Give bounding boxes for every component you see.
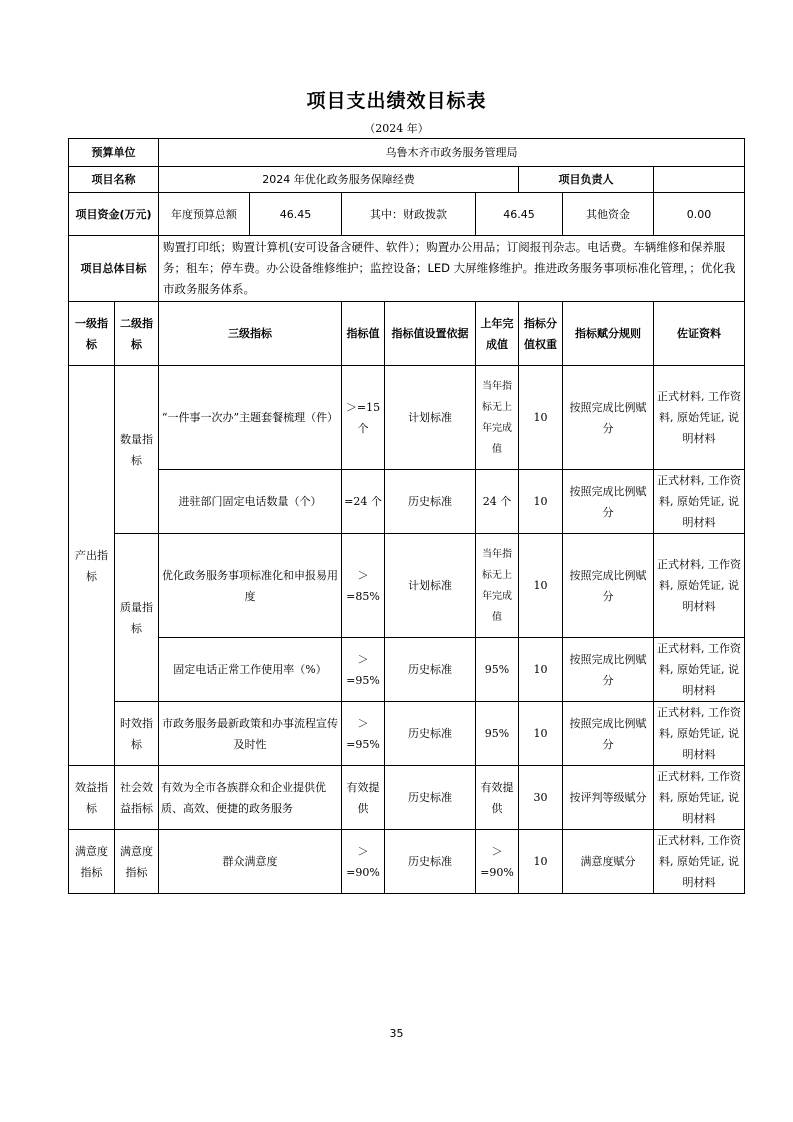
project-leader-label: 项目负责人	[519, 167, 654, 193]
table-row	[69, 766, 745, 830]
group-satisfaction-sub: 满意度指标	[115, 830, 159, 894]
indicator-basis: 历史标准	[385, 638, 476, 702]
annual-budget-label: 年度预算总额	[159, 193, 250, 236]
indicator-last-year: 当年指标无上年完成值	[476, 534, 519, 638]
goal-row	[69, 236, 745, 302]
project-name-row	[69, 167, 745, 193]
group-output: 产出指标	[69, 366, 115, 766]
indicator-rule: 按照完成比例赋分	[563, 638, 654, 702]
table-row	[69, 534, 745, 638]
project-leader-value	[654, 167, 745, 193]
indicator-evidence: 正式材料, 工作资料, 原始凭证, 说明材料	[654, 702, 745, 766]
year-subtitle: （2024 年）	[364, 122, 429, 135]
indicator-basis: 历史标准	[385, 702, 476, 766]
table-row	[69, 638, 745, 702]
performance-table	[68, 138, 745, 894]
indicator-rule: 按照完成比例赋分	[563, 366, 654, 470]
fiscal-label: 其中：财政拨款	[342, 193, 476, 236]
indicator-weight: 10	[519, 366, 563, 470]
indicator-name: “一件事一次办”主题套餐梳理（件）	[159, 366, 342, 470]
indicator-basis: 历史标准	[385, 830, 476, 894]
header-level1: 一级指标	[69, 302, 115, 366]
indicator-name: 市政务服务最新政策和办事流程宣传及时性	[159, 702, 342, 766]
indicator-rule: 按照完成比例赋分	[563, 470, 654, 534]
budget-unit-label: 预算单位	[69, 139, 159, 167]
page-title: 项目支出绩效目标表	[306, 90, 487, 112]
group-timeliness: 时效指标	[115, 702, 159, 766]
indicator-rule: 满意度赋分	[563, 830, 654, 894]
indicator-value: 有效提供	[342, 766, 385, 830]
table-row	[69, 366, 745, 470]
table-row	[69, 470, 745, 534]
indicator-evidence: 正式材料, 工作资料, 原始凭证, 说明材料	[654, 638, 745, 702]
indicator-value: ＞=15个	[342, 366, 385, 470]
header-evidence: 佐证资料	[654, 302, 745, 366]
indicator-value: ＞=85%	[342, 534, 385, 638]
indicator-weight: 10	[519, 702, 563, 766]
budget-unit-row	[69, 139, 745, 167]
header-value: 指标值	[342, 302, 385, 366]
table-row	[69, 830, 745, 894]
indicator-name: 有效为全市各族群众和企业提供优质、高效、便捷的政务服务	[159, 766, 342, 830]
other-funds-value: 0.00	[654, 193, 745, 236]
indicator-evidence: 正式材料, 工作资料, 原始凭证, 说明材料	[654, 366, 745, 470]
indicator-last-year: 24 个	[476, 470, 519, 534]
indicator-name: 群众满意度	[159, 830, 342, 894]
indicator-last-year: 95%	[476, 702, 519, 766]
header-level2: 二级指标	[115, 302, 159, 366]
funds-row	[69, 193, 745, 236]
goal-label: 项目总体目标	[69, 236, 159, 302]
project-name-value: 2024 年优化政务服务保障经费	[159, 167, 519, 193]
other-funds-label: 其他资金	[563, 193, 654, 236]
indicator-weight: 10	[519, 638, 563, 702]
indicator-rule: 按评判等级赋分	[563, 766, 654, 830]
group-benefit: 效益指标	[69, 766, 115, 830]
indicator-value: =24 个	[342, 470, 385, 534]
fiscal-value: 46.45	[476, 193, 563, 236]
funds-label: 项目资金(万元)	[69, 193, 159, 236]
indicator-value: ＞=90%	[342, 830, 385, 894]
header-rule: 指标赋分规则	[563, 302, 654, 366]
indicator-weight: 10	[519, 534, 563, 638]
group-quantity: 数量指标	[115, 366, 159, 534]
indicator-last-year: 当年指标无上年完成值	[476, 366, 519, 470]
indicator-evidence: 正式材料, 工作资料, 原始凭证, 说明材料	[654, 830, 745, 894]
group-social-benefit: 社会效益指标	[115, 766, 159, 830]
indicator-name: 优化政务服务事项标准化和申报易用度	[159, 534, 342, 638]
group-satisfaction: 满意度指标	[69, 830, 115, 894]
indicator-last-year: ＞=90%	[476, 830, 519, 894]
indicator-weight: 10	[519, 470, 563, 534]
header-weight: 指标分值权重	[519, 302, 563, 366]
header-basis: 指标值设置依据	[385, 302, 476, 366]
indicator-basis: 计划标准	[385, 534, 476, 638]
indicator-header-row	[69, 302, 745, 366]
goal-value: 购置打印纸；购置计算机(安可设备含硬件、软件）；购置办公用品；订阅报刊杂志。电话费。车辆维修和保养服务；租车；停车费。办公设备维修维护；监控设备；LED 大屏维修维护。推进政务服务事项标准化管理，；优化我市政务服务体系。	[159, 236, 745, 302]
budget-unit-value: 乌鲁木齐市政务服务管理局	[159, 139, 745, 167]
header-last-year: 上年完成值	[476, 302, 519, 366]
indicator-last-year: 95%	[476, 638, 519, 702]
indicator-rule: 按照完成比例赋分	[563, 534, 654, 638]
indicator-basis: 计划标准	[385, 366, 476, 470]
indicator-rule: 按照完成比例赋分	[563, 702, 654, 766]
annual-budget-value: 46.45	[250, 193, 342, 236]
indicator-basis: 历史标准	[385, 470, 476, 534]
indicator-weight: 30	[519, 766, 563, 830]
indicator-evidence: 正式材料, 工作资料, 原始凭证, 说明材料	[654, 470, 745, 534]
project-name-label: 项目名称	[69, 167, 159, 193]
indicator-basis: 历史标准	[385, 766, 476, 830]
header-level3: 三级指标	[159, 302, 342, 366]
page-number: 35	[389, 1027, 404, 1040]
indicator-evidence: 正式材料, 工作资料, 原始凭证, 说明材料	[654, 534, 745, 638]
group-quality: 质量指标	[115, 534, 159, 702]
table-row	[69, 702, 745, 766]
indicator-name: 进驻部门固定电话数量（个）	[159, 470, 342, 534]
indicator-weight: 10	[519, 830, 563, 894]
indicator-evidence: 正式材料, 工作资料, 原始凭证, 说明材料	[654, 766, 745, 830]
indicator-value: ＞=95%	[342, 702, 385, 766]
indicator-value: ＞=95%	[342, 638, 385, 702]
indicator-last-year: 有效提供	[476, 766, 519, 830]
indicator-name: 固定电话正常工作使用率（%）	[159, 638, 342, 702]
